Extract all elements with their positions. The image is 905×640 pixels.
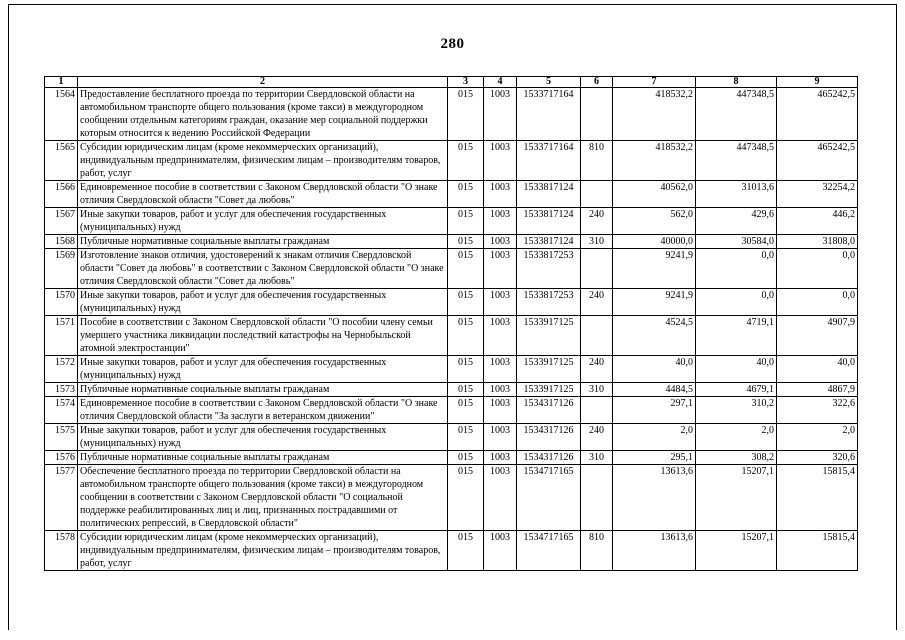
ministry-code: 015 bbox=[448, 181, 484, 208]
amount-year-1: 40,0 bbox=[613, 356, 696, 383]
section-code: 1003 bbox=[484, 249, 517, 289]
amount-year-3: 31808,0 bbox=[777, 235, 858, 249]
table-row bbox=[45, 316, 858, 356]
expense-type-code bbox=[581, 249, 613, 289]
column-header: 1 bbox=[45, 77, 78, 88]
table-row bbox=[45, 181, 858, 208]
expense-type-code: 810 bbox=[581, 141, 613, 181]
section-code: 1003 bbox=[484, 316, 517, 356]
amount-year-2: 0,0 bbox=[696, 289, 777, 316]
table-row bbox=[45, 88, 858, 141]
amount-year-3: 0,0 bbox=[777, 249, 858, 289]
ministry-code: 015 bbox=[448, 235, 484, 249]
amount-year-3: 40,0 bbox=[777, 356, 858, 383]
ministry-code: 015 bbox=[448, 289, 484, 316]
amount-year-1: 40562,0 bbox=[613, 181, 696, 208]
section-code: 1003 bbox=[484, 451, 517, 465]
expense-type-code: 310 bbox=[581, 451, 613, 465]
amount-year-3: 15815,4 bbox=[777, 531, 858, 571]
amount-year-3: 465242,5 bbox=[777, 88, 858, 141]
budget-table bbox=[44, 76, 858, 571]
row-number: 1575 bbox=[45, 424, 78, 451]
expense-type-code: 310 bbox=[581, 235, 613, 249]
section-code: 1003 bbox=[484, 356, 517, 383]
row-name: Субсидии юридическим лицам (кроме некоммерческих организаций), индивидуальным предпринимателям, физическим лицам – производителям товаров, работ, услуг bbox=[78, 531, 448, 571]
target-article-code: 1533817124 bbox=[517, 235, 581, 249]
table-row bbox=[45, 141, 858, 181]
table-row bbox=[45, 356, 858, 383]
ministry-code: 015 bbox=[448, 208, 484, 235]
ministry-code: 015 bbox=[448, 383, 484, 397]
row-number: 1577 bbox=[45, 465, 78, 531]
section-code: 1003 bbox=[484, 397, 517, 424]
amount-year-3: 15815,4 bbox=[777, 465, 858, 531]
row-number: 1576 bbox=[45, 451, 78, 465]
row-name: Обеспечение бесплатного проезда по территории Свердловской области на автомобильном транспорте общего пользования (кроме такси) в междугородном сообщении в соответствии с Законом Свердловской области "О социальной поддержке реабилитированных лиц и лиц, признанных пострадавшими от политических репрессий, в Свердловской области" bbox=[78, 465, 448, 531]
expense-type-code: 810 bbox=[581, 531, 613, 571]
table-row bbox=[45, 451, 858, 465]
expense-type-code bbox=[581, 397, 613, 424]
target-article-code: 1534717165 bbox=[517, 531, 581, 571]
row-name: Публичные нормативные социальные выплаты гражданам bbox=[78, 235, 448, 249]
section-code: 1003 bbox=[484, 531, 517, 571]
row-name: Единовременное пособие в соответствии с Законом Свердловской области "О знаке отличия Свердловской области "За заслуги в ветеранском движении" bbox=[78, 397, 448, 424]
amount-year-2: 308,2 bbox=[696, 451, 777, 465]
section-code: 1003 bbox=[484, 465, 517, 531]
section-code: 1003 bbox=[484, 289, 517, 316]
target-article-code: 1533717164 bbox=[517, 141, 581, 181]
ministry-code: 015 bbox=[448, 88, 484, 141]
amount-year-2: 31013,6 bbox=[696, 181, 777, 208]
amount-year-2: 0,0 bbox=[696, 249, 777, 289]
row-name: Иные закупки товаров, работ и услуг для обеспечения государственных (муниципальных) нужд bbox=[78, 424, 448, 451]
amount-year-1: 2,0 bbox=[613, 424, 696, 451]
expense-type-code bbox=[581, 465, 613, 531]
target-article-code: 1534317126 bbox=[517, 424, 581, 451]
target-article-code: 1534717165 bbox=[517, 465, 581, 531]
row-number: 1567 bbox=[45, 208, 78, 235]
amount-year-2: 2,0 bbox=[696, 424, 777, 451]
row-number: 1571 bbox=[45, 316, 78, 356]
row-name: Пособие в соответствии с Законом Свердловской области "О пособии члену семьи умершего участника ликвидации последствий катастрофы на Чернобыльской атомной электростанции" bbox=[78, 316, 448, 356]
amount-year-1: 297,1 bbox=[613, 397, 696, 424]
section-code: 1003 bbox=[484, 181, 517, 208]
amount-year-2: 429,6 bbox=[696, 208, 777, 235]
target-article-code: 1533817253 bbox=[517, 289, 581, 316]
amount-year-3: 320,6 bbox=[777, 451, 858, 465]
amount-year-2: 4719,1 bbox=[696, 316, 777, 356]
table-row bbox=[45, 235, 858, 249]
section-code: 1003 bbox=[484, 208, 517, 235]
table-row bbox=[45, 289, 858, 316]
ministry-code: 015 bbox=[448, 249, 484, 289]
expense-type-code: 240 bbox=[581, 356, 613, 383]
amount-year-2: 447348,5 bbox=[696, 88, 777, 141]
row-number: 1570 bbox=[45, 289, 78, 316]
table-row bbox=[45, 383, 858, 397]
ministry-code: 015 bbox=[448, 531, 484, 571]
amount-year-2: 447348,5 bbox=[696, 141, 777, 181]
amount-year-2: 15207,1 bbox=[696, 531, 777, 571]
amount-year-2: 15207,1 bbox=[696, 465, 777, 531]
row-name: Единовременное пособие в соответствии с Законом Свердловской области "О знаке отличия Свердловской области "Совет да любовь" bbox=[78, 181, 448, 208]
column-header: 6 bbox=[581, 77, 613, 88]
column-header: 8 bbox=[696, 77, 777, 88]
expense-type-code: 310 bbox=[581, 383, 613, 397]
column-header: 9 bbox=[777, 77, 858, 88]
column-header: 2 bbox=[78, 77, 448, 88]
table-row bbox=[45, 465, 858, 531]
row-name: Предоставление бесплатного проезда по территории Свердловской области на автомобильном транспорте общего пользования (кроме такси) в междугородном сообщении отдельным категориям граждан, оказание мер социальной поддержки которым относится к ведению Российской Федерации bbox=[78, 88, 448, 141]
row-name: Изготовление знаков отличия, удостоверений к знакам отличия Свердловской области "Совет да любовь" в соответствии с Законом Свердловской области "О знаке отличия Свердловской области "Совет да любовь" bbox=[78, 249, 448, 289]
row-number: 1568 bbox=[45, 235, 78, 249]
amount-year-3: 4867,9 bbox=[777, 383, 858, 397]
ministry-code: 015 bbox=[448, 316, 484, 356]
amount-year-1: 562,0 bbox=[613, 208, 696, 235]
amount-year-3: 322,6 bbox=[777, 397, 858, 424]
column-header: 5 bbox=[517, 77, 581, 88]
row-name: Иные закупки товаров, работ и услуг для обеспечения государственных (муниципальных) нужд bbox=[78, 356, 448, 383]
expense-type-code bbox=[581, 88, 613, 141]
ministry-code: 015 bbox=[448, 465, 484, 531]
target-article-code: 1533817124 bbox=[517, 181, 581, 208]
target-article-code: 1533917125 bbox=[517, 316, 581, 356]
amount-year-1: 4524,5 bbox=[613, 316, 696, 356]
row-number: 1566 bbox=[45, 181, 78, 208]
amount-year-1: 13613,6 bbox=[613, 531, 696, 571]
table-row bbox=[45, 397, 858, 424]
amount-year-1: 13613,6 bbox=[613, 465, 696, 531]
ministry-code: 015 bbox=[448, 141, 484, 181]
amount-year-2: 40,0 bbox=[696, 356, 777, 383]
table-row bbox=[45, 531, 858, 571]
amount-year-3: 32254,2 bbox=[777, 181, 858, 208]
ministry-code: 015 bbox=[448, 451, 484, 465]
target-article-code: 1534317126 bbox=[517, 397, 581, 424]
amount-year-1: 4484,5 bbox=[613, 383, 696, 397]
target-article-code: 1533917125 bbox=[517, 356, 581, 383]
section-code: 1003 bbox=[484, 141, 517, 181]
row-number: 1573 bbox=[45, 383, 78, 397]
table-row bbox=[45, 208, 858, 235]
row-name: Публичные нормативные социальные выплаты гражданам bbox=[78, 451, 448, 465]
amount-year-1: 9241,9 bbox=[613, 289, 696, 316]
column-header: 4 bbox=[484, 77, 517, 88]
row-name: Субсидии юридическим лицам (кроме некоммерческих организаций), индивидуальным предпринимателям, физическим лицам – производителям товаров, работ, услуг bbox=[78, 141, 448, 181]
row-number: 1564 bbox=[45, 88, 78, 141]
amount-year-3: 446,2 bbox=[777, 208, 858, 235]
ministry-code: 015 bbox=[448, 397, 484, 424]
row-name: Иные закупки товаров, работ и услуг для обеспечения государственных (муниципальных) нужд bbox=[78, 289, 448, 316]
ministry-code: 015 bbox=[448, 424, 484, 451]
row-name: Иные закупки товаров, работ и услуг для обеспечения государственных (муниципальных) нужд bbox=[78, 208, 448, 235]
table-row bbox=[45, 249, 858, 289]
row-number: 1572 bbox=[45, 356, 78, 383]
amount-year-2: 30584,0 bbox=[696, 235, 777, 249]
amount-year-2: 4679,1 bbox=[696, 383, 777, 397]
expense-type-code bbox=[581, 316, 613, 356]
section-code: 1003 bbox=[484, 235, 517, 249]
amount-year-3: 0,0 bbox=[777, 289, 858, 316]
amount-year-3: 2,0 bbox=[777, 424, 858, 451]
expense-type-code: 240 bbox=[581, 289, 613, 316]
section-code: 1003 bbox=[484, 88, 517, 141]
header-row bbox=[45, 77, 858, 88]
row-name: Публичные нормативные социальные выплаты гражданам bbox=[78, 383, 448, 397]
column-header: 3 bbox=[448, 77, 484, 88]
table-row bbox=[45, 424, 858, 451]
row-number: 1574 bbox=[45, 397, 78, 424]
amount-year-3: 4907,9 bbox=[777, 316, 858, 356]
amount-year-1: 9241,9 bbox=[613, 249, 696, 289]
row-number: 1565 bbox=[45, 141, 78, 181]
amount-year-2: 310,2 bbox=[696, 397, 777, 424]
column-header: 7 bbox=[613, 77, 696, 88]
amount-year-1: 418532,2 bbox=[613, 88, 696, 141]
target-article-code: 1534317126 bbox=[517, 451, 581, 465]
expense-type-code: 240 bbox=[581, 424, 613, 451]
target-article-code: 1533717164 bbox=[517, 88, 581, 141]
target-article-code: 1533917125 bbox=[517, 383, 581, 397]
expense-type-code: 240 bbox=[581, 208, 613, 235]
section-code: 1003 bbox=[484, 424, 517, 451]
amount-year-1: 40000,0 bbox=[613, 235, 696, 249]
row-number: 1569 bbox=[45, 249, 78, 289]
section-code: 1003 bbox=[484, 383, 517, 397]
target-article-code: 1533817253 bbox=[517, 249, 581, 289]
amount-year-1: 295,1 bbox=[613, 451, 696, 465]
amount-year-3: 465242,5 bbox=[777, 141, 858, 181]
amount-year-1: 418532,2 bbox=[613, 141, 696, 181]
row-number: 1578 bbox=[45, 531, 78, 571]
page-number: 280 bbox=[440, 36, 465, 52]
expense-type-code bbox=[581, 181, 613, 208]
target-article-code: 1533817124 bbox=[517, 208, 581, 235]
ministry-code: 015 bbox=[448, 356, 484, 383]
